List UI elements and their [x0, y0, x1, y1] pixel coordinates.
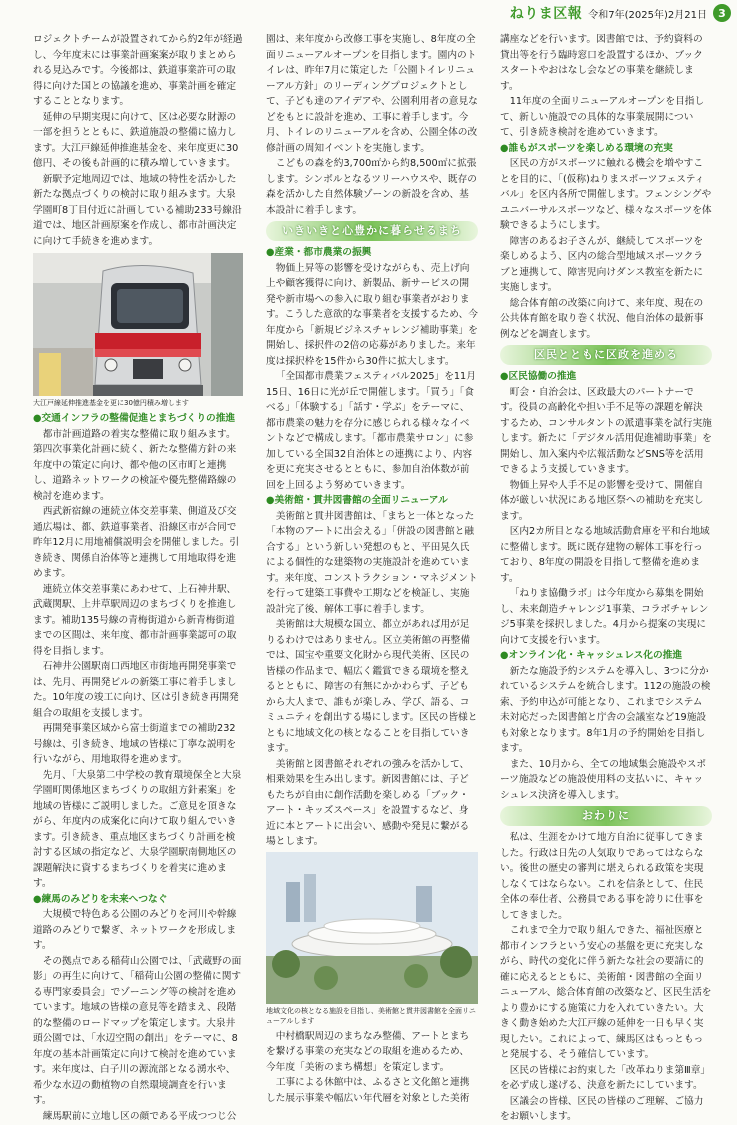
- paragraph: 延伸の早期実現に向けて、区は必要な財源の一部を担うとともに、鉄道施設の整備に協力します。大江戸線延伸推進基金を、来年度更に30億円、その後も計画的に積み増していきます。: [33, 111, 239, 169]
- photo-caption: 地域文化の核となる施設を目指し、美術館と貫井図書館を全面リニューアルします: [266, 1006, 476, 1025]
- masthead: [510, 2, 731, 24]
- train-illustration-icon: [33, 253, 243, 396]
- section-banner: おわりに: [500, 806, 712, 826]
- paragraph: 再開発事業区域から富士街道までの補助232号線は、引き続き、地域の皆様に丁寧な説明を行いながら、用地取得を進めます。: [33, 723, 237, 765]
- paragraph: 物価上昇や人手不足の影響を受けて、開催自体が厳しい状況にある地区祭への補助を充実します。: [500, 479, 704, 522]
- paragraph: また、10月から、全ての地域集会施設やスポーツ施設などの施設使用料の支払いに、キャッシュレス決済を導入します。: [500, 758, 707, 801]
- section-banner: 区民とともに区政を進める: [500, 345, 712, 365]
- paragraph: 11年度の全面リニューアルオープンを目指して、新しい施設での具体的な事業展開について、引き続き検討を進めていきます。: [500, 96, 705, 138]
- column-2: [266, 32, 478, 1106]
- paragraph: 石神井公園駅南口西地区市街地再開発事業では、先月、再開発ビルの新築工事に着手しました。10年度の竣工に向け、区は引き続き再開発組合の取組を支援します。: [33, 661, 239, 719]
- paragraph: 新たな施設予約システムを導入し、3つに分かれているシステムを統合します。112の施設の検索、予約申込が可能となり、これまでシステム未対応だった図書館と庁舎の会議室など19施設も対象となります。8年1月の予約開始を目指します。: [500, 665, 711, 754]
- paragraph: 総合体育館の改築に向けて、来年度、現在の公共体育館を取り巻く状況、他自治体の最新事例などを調査します。: [500, 297, 704, 340]
- section-banner: いきいきと心豊かに暮らせるまち: [266, 221, 478, 241]
- paragraph: 美術館と貫井図書館は、「まちと一体となった「本物のアートに出会える」「併設の図書館と融合する」という新しい発想のもと、平田晃久氏による個性的な建築物の実施設計を進めています。来年度、コンストラクション・マネジメントを行って建築工事費や工期などを検証し、実施設計完了後、解体工事に着手します。: [266, 510, 478, 615]
- paragraph: 練馬駅前に立地し区の顔である平成つつじ公: [42, 1110, 237, 1122]
- section-heading: ●練馬のみどりを未来へつなぐ: [33, 893, 168, 905]
- paragraph: 先月、「大泉第二中学校の教育環境保全と大泉学園町関係地区まちづくりの取組方針素案」を地域の皆様にご説明しました。ご意見を頂きながら、年度内の成案化に向けて取り組んでいきます。引き続き、重点地区まちづくり計画を検討する区域の指定など、大泉学園駅南側地区の課題解決に資するまちづくりを着実に進めます。: [33, 769, 242, 889]
- paragraph: その拠点である稲荷山公園では、「武蔵野の面影」の再生に向けて、「稲荷山公園の整備に関する専門家委員会」でゾーニング等の検討を進めています。地域の皆様の意見等を踏まえ、段階的な整備のロードマップを策定します。大泉井頭公園では、「水辺空間の創出」をテーマに、8年度の基本計画策定に向けて検討を進めています。来年度は、白子川の源流部となる湧水や、希少な水辺の動植物の自然環境調査を行います。: [33, 955, 242, 1106]
- section-heading: ●美術館・貫井図書館の全面リニューアル: [266, 495, 448, 506]
- paragraph: 私は、生涯をかけて地方自治に従事してきました。行政は日先の人気取りであってはならない。後世の歴史の審判に堪えられる政策を実現しなくてはならない。これを信条として、住民全体の奉仕者、公務員である事を誇りに仕事をしてきました。: [500, 832, 704, 921]
- column-1: [33, 32, 243, 1124]
- photo-caption: 大江戸線延伸推進基金を更に30億円積み増します: [33, 399, 189, 407]
- paragraph: 講座などを行います。図書館では、予約資料の貸出等を行う臨時窓口を設置するほか、ブックスタートやおはなし会などの事業を継続します。: [500, 34, 703, 92]
- paragraph: 区民の皆様にお約束した「改革ねりま第Ⅲ章」を必ず成し遂げる、決意を新たにしています。: [500, 1064, 711, 1091]
- paragraph: 中村橋駅周辺のまちなみ整備、アートとまちを繋げる事業の充実などの取組を進めるため、今年度「美術のまち構想」を策定します。: [266, 1030, 470, 1073]
- section-heading: ●交通インフラの整備促進とまちづくりの推進: [33, 413, 236, 424]
- section-heading: ●産業・都市農業の振興: [266, 247, 372, 258]
- museum-rendering-photo: [266, 852, 476, 1004]
- section-heading: ●オンライン化・キャッシュレス化の推進: [500, 650, 683, 661]
- paragraph: こどもの森を約3,700㎡から約8,500㎡に拡張します。シンボルとなるツリーハウスや、既存の森を活かした自然体験ゾーンの新設を含め、基本設計に着手します。: [266, 158, 477, 216]
- subway-train-photo: [33, 253, 243, 396]
- paragraph: 美術館は大規模な国立、都立があれば用が足りるわけではありません。区立美術館の再整備では、国宝や重要文化財から現代美術、区民の皆様の作品まで、幅広く鑑賞できる環境を整えるとともに、障害の有無にかかわらず、子どもから大人まで、誰もが楽しみ、学び、語る、コミュニティを創出する場にします。区民の皆様とともに地域文化の核となることを目指していきます。: [266, 619, 478, 754]
- paragraph: 区民の方がスポーツに触れる機会を増やすことを目的に、「(仮称)ねりまスポーツフェスティバル」を区内各所で開催します。フェンシングやユニバーサルスポーツなど、様々なスポーツを体験できるようにします。: [500, 158, 712, 231]
- paragraph: 町会・自治会は、区政最大のパートナーです。役員の高齢化や担い手不足等の課題を解決するため、コンサルタントの派遣事業を試行実施します。新たに「デジタル活用促進補助事業」を開始し、加入案内や広報活動などSNS等を活用できるよう支援していきます。: [500, 386, 712, 475]
- paragraph: 工事による休館中は、ふるさと文化館と連携した展示事業や幅広い年代層を対象とした美術: [266, 1077, 470, 1104]
- paragraph: 連続立体交差事業にあわせて、上石神井駅、武蔵関駅、上井草駅周辺のまちづくりを推進します。補助135号線の青梅街道から新青梅街道までの区間は、来年度、都市計画事業認可の取得を目指します。: [33, 583, 237, 657]
- page-number-badge: 3: [713, 4, 731, 22]
- paragraph: ロジェクトチームが設置されてから約2年が経過し、今年度末には事業計画案案が取りまとめられる見込みです。今後都は、鉄道事業許可の取得に向けた国との協議を進め、事業計画を確定することとなります。: [33, 34, 243, 107]
- paragraph: 区議会の皆様、区民の皆様のご理解、ご協力をお願いします。: [500, 1095, 704, 1122]
- issue-date: 令和7年(2025年)2月21日: [588, 9, 707, 21]
- column-3: [500, 32, 712, 1125]
- paragraph: 新駅予定地周辺では、地域の特性を活かした新たな拠点づくりの検討に取り組みます。大泉学園町8丁目付近に計画している補助233号線沿道では、地区計画原案を作成し、都市計画決定に向けて手続きを進めます。: [33, 173, 242, 247]
- paragraph: 園は、来年度から改修工事を実施し、8年度の全面リニューアルオープンを目指します。園内のトイレは、昨年7月に策定した「公園トイレリニューアル方針」のリーディングプロジェクトとして、子ども達のアイデアや、公園利用者の意見などをもとに設計を進め、工事に着手します。今月、トイレのリニューアルを含め、公園全体の改修計画の周知イベントを実施します。: [266, 34, 478, 154]
- paragraph: 大規模で特色ある公園のみどりを河川や幹線道路のみどりで繋ぎ、ネットワークを形成します。: [33, 909, 237, 951]
- paragraph: 「ねりま協働ラボ」は今年度から募集を開始し、未来創造チャレンジ1事業、コラボチャレンジ5事業を採択しました。4月から提案の実現に向けて支援を行います。: [500, 588, 709, 646]
- paragraph: 「全国都市農業フェスティバル2025」を11月15日、16日に光が丘で開催します。「買う」「食べる」「体験する」「話す・学ぶ」をテーマに、都市農業の魅力を存分に感じられる様々なイベントなどで構成します。「都市農業サロン」に参加している全国32自治体との連携により、内容を更に充実させるとともに、参加自治体数が前回を上回るよう努めていきます。: [266, 371, 476, 491]
- paragraph: 物価上昇等の影響を受けながらも、売上げ向上や顧客獲得に向け、新製品、新サービスの開発や新市場への参入に取り組む事業者がおります。こうした意欲的な事業者を支援するため、今年度から「新規ビジネスチャレンジ補助事業」を開始し、採択件の2倍の応募がありました。来年度は採択枠を15件から30件に拡大します。: [266, 262, 478, 367]
- paragraph: 美術館と図書館それぞれの強みを活かして、相乗効果を生み出します。新図書館には、子どもたちが自由に創作活動を楽しめる「ブック・アート・キッズスペース」を設置するなど、身近に本とアートに出会い、感動や発見に繋がる場とします。: [266, 758, 470, 847]
- paragraph: これまで全力で取り組んできた、福祉医療と都市インフラという安心の基盤を更に充実しながら、時代の変化に伴う新たな社会の要請に的確に応えるとともに、美術館・図書館の全面リニューアル、総合体育館の改築など、区民生活をより豊かにする施策に力を入れていきたい。大きく動き始めた大江戸線の延伸を一日も早く実現したい。これによって、練馬区はもっともっと発展する、そう確信しています。: [500, 925, 712, 1060]
- section-heading: ●誰もがスポーツを楽しめる環境の充実: [500, 142, 673, 154]
- paragraph: 西武新宿線の連続立体交差事業、側道及び交通広場は、都、鉄道事業者、沿線区市が合同で昨年12月に用地補償説明会を開催しました。引き続き、関係自治体等と連携して用地取得を進めます。: [33, 506, 240, 579]
- section-heading: ●区民協働の推進: [500, 371, 577, 382]
- newsletter-logo: ねりま区報: [509, 6, 583, 22]
- building-illustration-icon: [266, 852, 478, 1004]
- paragraph: 都市計画道路の着実な整備に取り組みます。第四次事業化計画に続く、新たな整備方針の来年度中の策定に向け、都や他の区市町と連携し、道路ネットワークの検証や優先整備路線の検討を進めます。: [33, 428, 237, 502]
- paragraph: 区内2カ所目となる地域活動倉庫を平和台地域に整備します。既に既存建物の解体工事を行っており、8年度の開設を目指して整備を進めます。: [500, 526, 710, 584]
- paragraph: 障害のあるお子さんが、継続してスポーツを楽しめるよう、区内の総合型地域スポーツクラブと連携して、障害児向けダンス教室を新たに実施します。: [500, 235, 704, 293]
